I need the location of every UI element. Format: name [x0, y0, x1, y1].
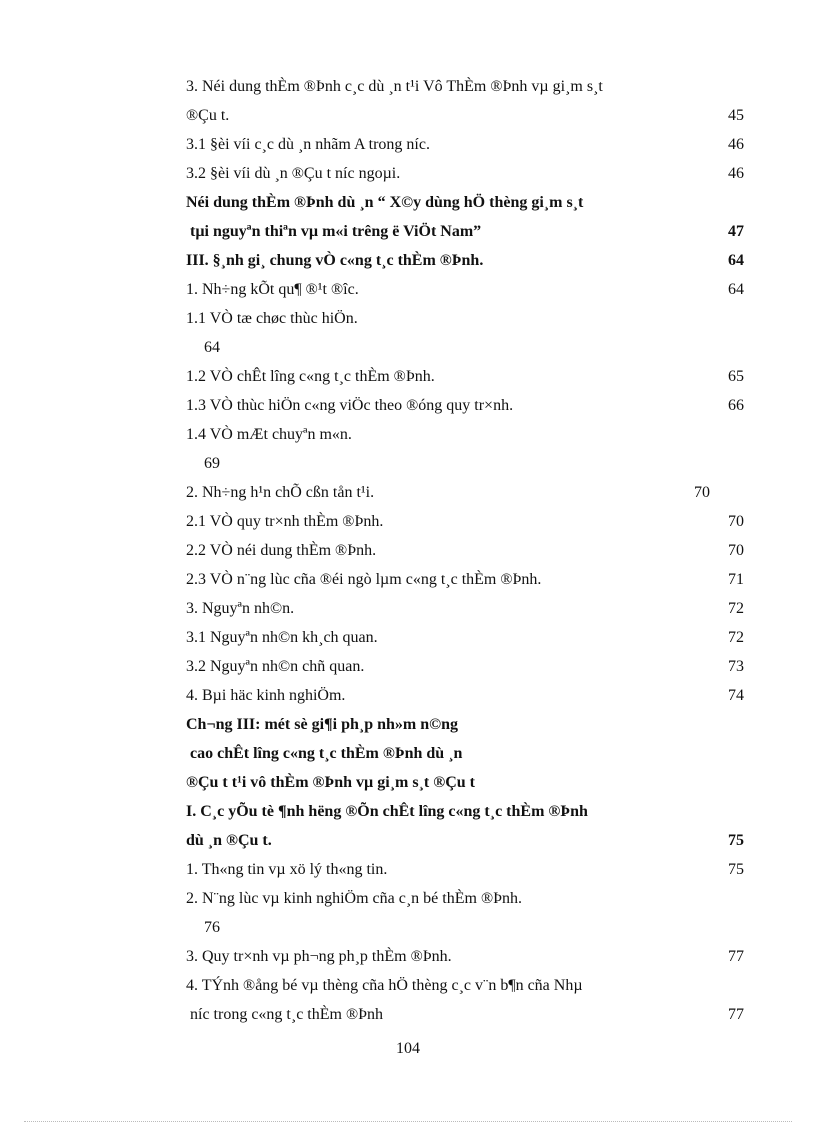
toc-entry-text: 3.1 Nguyªn nh©n kh¸ch quan.: [186, 629, 378, 646]
toc-line: [186, 333, 746, 362]
toc-page-number: 45: [728, 107, 744, 124]
toc-entry-text: 1.2 VÒ chÊt lîng c«ng t¸c thÈm ®Þnh.: [186, 368, 435, 385]
toc-line: [186, 565, 746, 594]
toc-entry-text: III. §¸nh gi¸ chung vÒ c«ng t¸c thÈm ®Þnh.: [186, 252, 484, 269]
page-footer-number: 104: [396, 1040, 420, 1057]
toc-entry-text: 1.3 VÒ thùc hiÖn c«ng viÖc theo ®óng quy tr×nh.: [186, 397, 514, 414]
toc-page-number: 47: [728, 223, 744, 240]
toc-entry-text: níc trong c«ng t¸c thÈm ®Þnh: [190, 1006, 384, 1023]
toc-entry-text: 2.3 VÒ n¨ng lùc cña ®éi ngò lµm c«ng t¸c thÈm ®Þnh.: [186, 571, 542, 588]
toc-line: [186, 652, 746, 681]
table-of-contents: [186, 72, 746, 1029]
toc-page-number: 75: [728, 832, 744, 849]
toc-entry-text: ®Çu t.: [186, 107, 230, 124]
toc-page-number: 71: [728, 571, 744, 588]
toc-entry-text: ®Çu t t¹i vô thÈm ®Þnh vµ gi¸m s¸t ®Çu t: [186, 774, 475, 791]
toc-line: [186, 594, 746, 623]
toc-entry-text: 2. N¨ng lùc vµ kinh nghiÖm cña c¸n bé thÈm ®Þnh.: [186, 890, 522, 907]
toc-entry-text: dù ¸n ®Çu t.: [186, 832, 272, 849]
toc-line: [186, 449, 746, 478]
toc-line: [186, 507, 746, 536]
toc-page-number: 77: [728, 948, 744, 965]
toc-page-number: 77: [728, 1006, 744, 1023]
toc-page-number: 72: [728, 629, 744, 646]
toc-line: [186, 246, 746, 275]
toc-entry-text: 3.2 §èi víi dù ¸n ®Çu t níc ngoµi.: [186, 165, 401, 182]
toc-entry-text: 1. Th«ng tin vµ xö lý th«ng tin.: [186, 861, 388, 878]
toc-entry-text: 2.2 VÒ néi dung thÈm ®Þnh.: [186, 542, 377, 559]
toc-line: [186, 130, 746, 159]
toc-line: [186, 362, 746, 391]
toc-page-number: 65: [728, 368, 744, 385]
toc-page-number: 64: [204, 339, 220, 356]
toc-page-number: 75: [728, 861, 744, 878]
toc-line: [186, 710, 746, 739]
toc-entry-text: Ch¬ng III: mét sè gi¶i ph¸p nh»m n©ng: [186, 716, 458, 733]
toc-line: [186, 1000, 746, 1029]
toc-entry-text: 4. TÝnh ®ång bé vµ thèng cña hÖ thèng c¸c v¨n b¶n cña Nhµ: [186, 977, 583, 994]
toc-line: [186, 971, 746, 1000]
toc-entry-text: cao chÊt lîng c«ng t¸c thÈm ®Þnh dù ¸n: [190, 745, 463, 762]
toc-page-number: 64: [728, 281, 744, 298]
toc-page-number: 76: [204, 919, 220, 936]
toc-line: [186, 768, 746, 797]
toc-entry-text: 3. Quy tr×nh vµ ph¬ng ph¸p thÈm ®Þnh.: [186, 948, 452, 965]
toc-line: [186, 101, 746, 130]
page-bottom-divider: [24, 1121, 792, 1122]
toc-entry-text: 1.4 VÒ mÆt chuyªn m«n.: [186, 426, 352, 443]
toc-entry-text: 4. Bµi häc kinh nghiÖm.: [186, 687, 346, 704]
toc-page-number: 70: [694, 484, 710, 501]
toc-line: [186, 188, 746, 217]
toc-line: [186, 536, 746, 565]
toc-page-number: 69: [204, 455, 220, 472]
toc-line: [186, 826, 746, 855]
toc-page-number: 64: [728, 252, 744, 269]
toc-entry-text: Néi dung thÈm ®Þnh dù ¸n “ X©y dùng hÖ thèng gi¸m s¸t: [186, 194, 584, 211]
toc-line: [186, 391, 746, 420]
toc-entry-text: 3. Néi dung thÈm ®Þnh c¸c dù ¸n t¹i Vô ThÈm ®Þnh vµ gi¸m s¸t: [186, 78, 603, 95]
toc-page-number: 73: [728, 658, 744, 675]
toc-line: [186, 913, 746, 942]
toc-page-number: 74: [728, 687, 744, 704]
toc-entry-text: tµi nguyªn thiªn vµ m«i trêng ë ViÖt Nam”: [190, 223, 482, 240]
toc-entry-text: 3.1 §èi víi c¸c dù ¸n nhãm A trong níc.: [186, 136, 430, 153]
toc-page-number: 46: [728, 165, 744, 182]
toc-line: [186, 942, 746, 971]
toc-line: [186, 72, 746, 101]
toc-line: [186, 420, 746, 449]
toc-entry-text: 3. Nguyªn nh©n.: [186, 600, 295, 617]
toc-line: [186, 304, 746, 333]
toc-line: [186, 478, 746, 507]
toc-line: [186, 159, 746, 188]
toc-line: [186, 797, 746, 826]
toc-line: [186, 681, 746, 710]
toc-line: [186, 275, 746, 304]
toc-line: [186, 739, 746, 768]
toc-entry-text: 3.2 Nguyªn nh©n chñ quan.: [186, 658, 365, 675]
toc-page-number: 66: [728, 397, 744, 414]
toc-entry-text: 2. Nh÷ng h¹n chÕ cßn tån t¹i.: [186, 484, 375, 501]
toc-line: [186, 884, 746, 913]
toc-page-number: 46: [728, 136, 744, 153]
toc-entry-text: I. C¸c yÕu tè ¶nh hëng ®Õn chÊt lîng c«ng t¸c thÈm ®Þnh: [186, 803, 588, 820]
toc-page-number: 72: [728, 600, 744, 617]
toc-entry-text: 1.1 VÒ tæ chøc thùc hiÖn.: [186, 310, 358, 327]
toc-page-number: 70: [728, 513, 744, 530]
toc-line: [186, 217, 746, 246]
toc-entry-text: 2.1 VÒ quy tr×nh thÈm ®Þnh.: [186, 513, 384, 530]
toc-line: [186, 855, 746, 884]
toc-line: [186, 623, 746, 652]
toc-entry-text: 1. Nh÷ng kÕt qu¶ ®¹t ®îc.: [186, 281, 359, 298]
toc-page-number: 70: [728, 542, 744, 559]
